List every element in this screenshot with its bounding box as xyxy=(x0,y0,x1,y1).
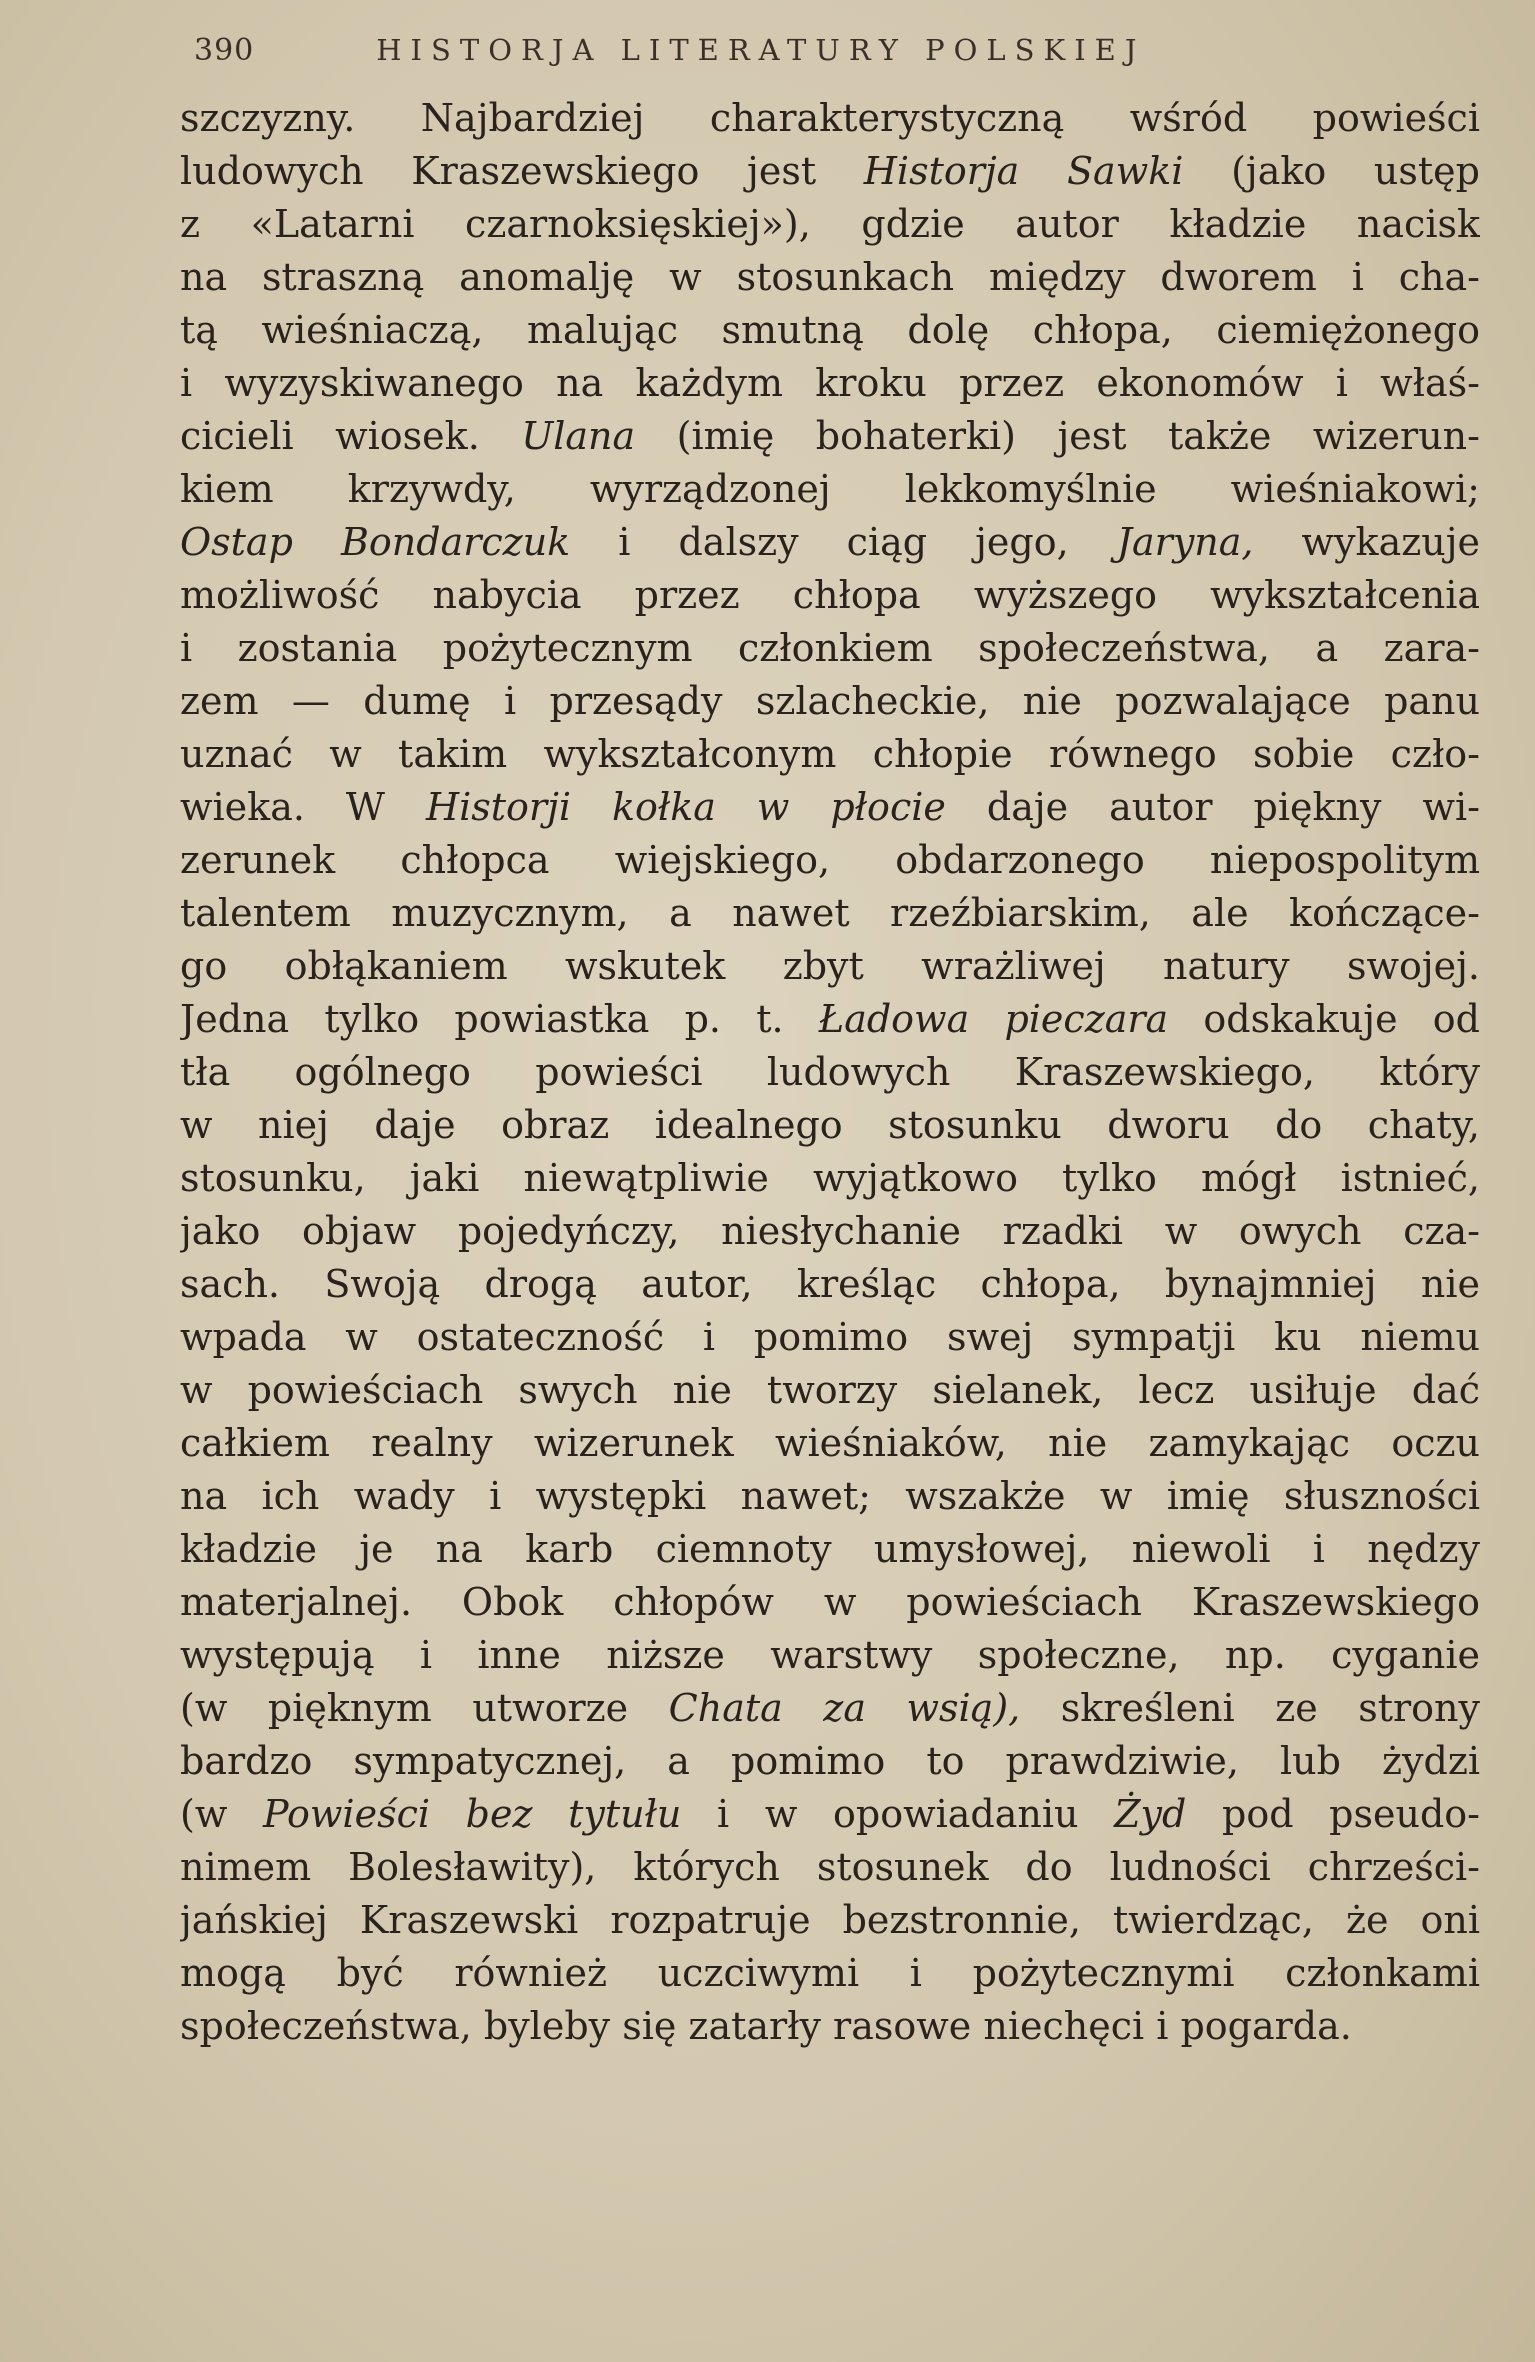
text-run: wykazuje xyxy=(1253,520,1480,564)
text-run: (w xyxy=(180,1792,263,1836)
text-line xyxy=(180,1629,1480,1682)
text-run: (jako ustęp xyxy=(1183,149,1480,193)
text-run: mogą być również uczciwymi i pożytecznymi członkami xyxy=(180,1951,1480,1995)
text-run: możliwość nabycia przez chłopa wyższego wykształcenia xyxy=(180,573,1480,617)
text-line xyxy=(180,622,1480,675)
text-line xyxy=(180,251,1480,304)
text-run: skreśleni ze strony xyxy=(1020,1686,1480,1730)
text-line xyxy=(180,1894,1480,1947)
text-run: jańskiej Kraszewski rozpatruje bezstronnie, twierdząc, że oni xyxy=(180,1898,1480,1942)
text-run: materjalnej. Obok chłopów w powieściach Kraszewskiego xyxy=(180,1580,1480,1624)
text-run: kiem krzywdy, wyrządzonej lekkomyślnie wieśniakowi; xyxy=(180,467,1480,511)
text-line xyxy=(180,410,1480,463)
text-line xyxy=(180,463,1480,516)
text-run: tła ogólnego powieści ludowych Kraszewskiego, który xyxy=(180,1050,1480,1094)
text-line xyxy=(180,834,1480,887)
text-run: go obłąkaniem wskutek zbyt wrażliwej natury swojej. xyxy=(180,944,1480,988)
text-line xyxy=(180,1258,1480,1311)
text-run: talentem muzycznym, a nawet rzeźbiarskim, ale kończące- xyxy=(180,891,1480,935)
text-run: ludowych Kraszewskiego jest xyxy=(180,149,864,193)
text-line xyxy=(180,92,1480,145)
text-run: i w opowiadaniu xyxy=(681,1792,1115,1836)
italic-title: Historji kołka w płocie xyxy=(425,785,946,829)
page-header xyxy=(194,24,1374,76)
text-line xyxy=(180,1205,1480,1258)
text-run: w niej daje obraz idealnego stosunku dworu do chaty, xyxy=(180,1103,1480,1147)
text-line xyxy=(180,940,1480,993)
text-run: (imię bohaterki) jest także wizerun- xyxy=(635,414,1480,458)
text-line xyxy=(180,993,1480,1046)
text-run: odskakuje od xyxy=(1168,997,1480,1041)
text-run: Jedna tylko powiastka p. t. xyxy=(180,997,819,1041)
text-run: społeczeństwa, byleby się zatarły rasowe niechęci i pogarda. xyxy=(180,2004,1352,2048)
page-number: 390 xyxy=(194,32,255,68)
text-run: z «Latarni czarnoksięskiej»), gdzie autor kładzie nacisk xyxy=(180,202,1480,246)
italic-title: Ulana xyxy=(521,414,636,458)
italic-title: Żyd xyxy=(1114,1792,1187,1836)
text-line xyxy=(180,1099,1480,1152)
italic-title: Historja Sawki xyxy=(863,149,1184,193)
italic-title: Chata za wsią), xyxy=(668,1686,1021,1730)
text-line xyxy=(180,1841,1480,1894)
text-line xyxy=(180,304,1480,357)
text-line xyxy=(180,145,1480,198)
italic-title: Jaryna, xyxy=(1116,520,1254,564)
text-line xyxy=(180,728,1480,781)
text-run: na ich wady i występki nawet; wszakże w imię słuszności xyxy=(180,1474,1480,1518)
text-run: uznać w takim wykształconym chłopie równego sobie czło- xyxy=(180,732,1480,776)
text-run: i wyzyskiwanego na każdym kroku przez ekonomów i właś- xyxy=(180,361,1480,405)
text-run: występują i inne niższe warstwy społeczne, np. cyganie xyxy=(180,1633,1480,1677)
text-run: stosunku, jaki niewątpliwie wyjątkowo tylko mógł istnieć, xyxy=(180,1156,1480,1200)
text-run: zerunek chłopca wiejskiego, obdarzonego niepospolitym xyxy=(180,838,1480,882)
text-run: pod pseudo- xyxy=(1186,1792,1480,1836)
text-line xyxy=(180,1788,1480,1841)
text-line xyxy=(180,1152,1480,1205)
text-run: wpada w ostateczność i pomimo swej sympatji ku niemu xyxy=(180,1315,1480,1359)
text-line xyxy=(180,1046,1480,1099)
italic-title: Ładowa pieczara xyxy=(818,997,1169,1041)
text-line xyxy=(180,781,1480,834)
text-run: kładzie je na karb ciemnoty umysłowej, niewoli i nędzy xyxy=(180,1527,1480,1571)
text-run: daje autor piękny wi- xyxy=(945,785,1480,829)
text-run: tą wieśniaczą, malując smutną dolę chłopa, ciemiężonego xyxy=(180,308,1480,352)
text-line xyxy=(180,1311,1480,1364)
text-line xyxy=(180,569,1480,622)
text-line xyxy=(180,1523,1480,1576)
text-line xyxy=(180,1735,1480,1788)
text-line xyxy=(180,357,1480,410)
text-run: jako objaw pojedyńczy, niesłychanie rzadki w owych cza- xyxy=(180,1209,1480,1253)
text-run: nimem Bolesławity), których stosunek do ludności chrześci- xyxy=(180,1845,1480,1889)
text-line xyxy=(180,516,1480,569)
italic-title: Ostap Bondarczuk xyxy=(180,520,571,564)
text-run: na straszną anomalję w stosunkach między dworem i cha- xyxy=(180,255,1480,299)
text-run: sach. Swoją drogą autor, kreśląc chłopa, bynajmniej nie xyxy=(180,1262,1480,1306)
text-line xyxy=(180,887,1480,940)
text-run: cicieli wiosek. xyxy=(180,414,522,458)
text-run: i dalszy ciąg jego, xyxy=(570,520,1117,564)
text-run: całkiem realny wizerunek wieśniaków, nie zamykając oczu xyxy=(180,1421,1480,1465)
running-title: HISTORJA LITERATURY POLSKIEJ xyxy=(376,33,1146,67)
text-line xyxy=(180,1682,1480,1735)
text-line xyxy=(180,2000,1480,2053)
body-text xyxy=(180,92,1480,2053)
text-run: w powieściach swych nie tworzy sielanek, lecz usiłuje dać xyxy=(180,1368,1480,1412)
text-line xyxy=(180,1470,1480,1523)
text-run: i zostania pożytecznym członkiem społeczeństwa, a zara- xyxy=(180,626,1480,670)
text-run: szczyzny. Najbardziej charakterystyczną wśród powieści xyxy=(180,96,1480,140)
text-run: (w pięknym utworze xyxy=(180,1686,669,1730)
text-line xyxy=(180,1576,1480,1629)
text-line xyxy=(180,1947,1480,2000)
text-line xyxy=(180,198,1480,251)
text-run: bardzo sympatycznej, a pomimo to prawdziwie, lub żydzi xyxy=(180,1739,1480,1783)
text-run: zem — dumę i przesądy szlacheckie, nie pozwalające panu xyxy=(180,679,1480,723)
text-line xyxy=(180,1364,1480,1417)
text-line xyxy=(180,675,1480,728)
text-run: wieka. W xyxy=(180,785,426,829)
text-line xyxy=(180,1417,1480,1470)
italic-title: Powieści bez tytułu xyxy=(263,1792,682,1836)
